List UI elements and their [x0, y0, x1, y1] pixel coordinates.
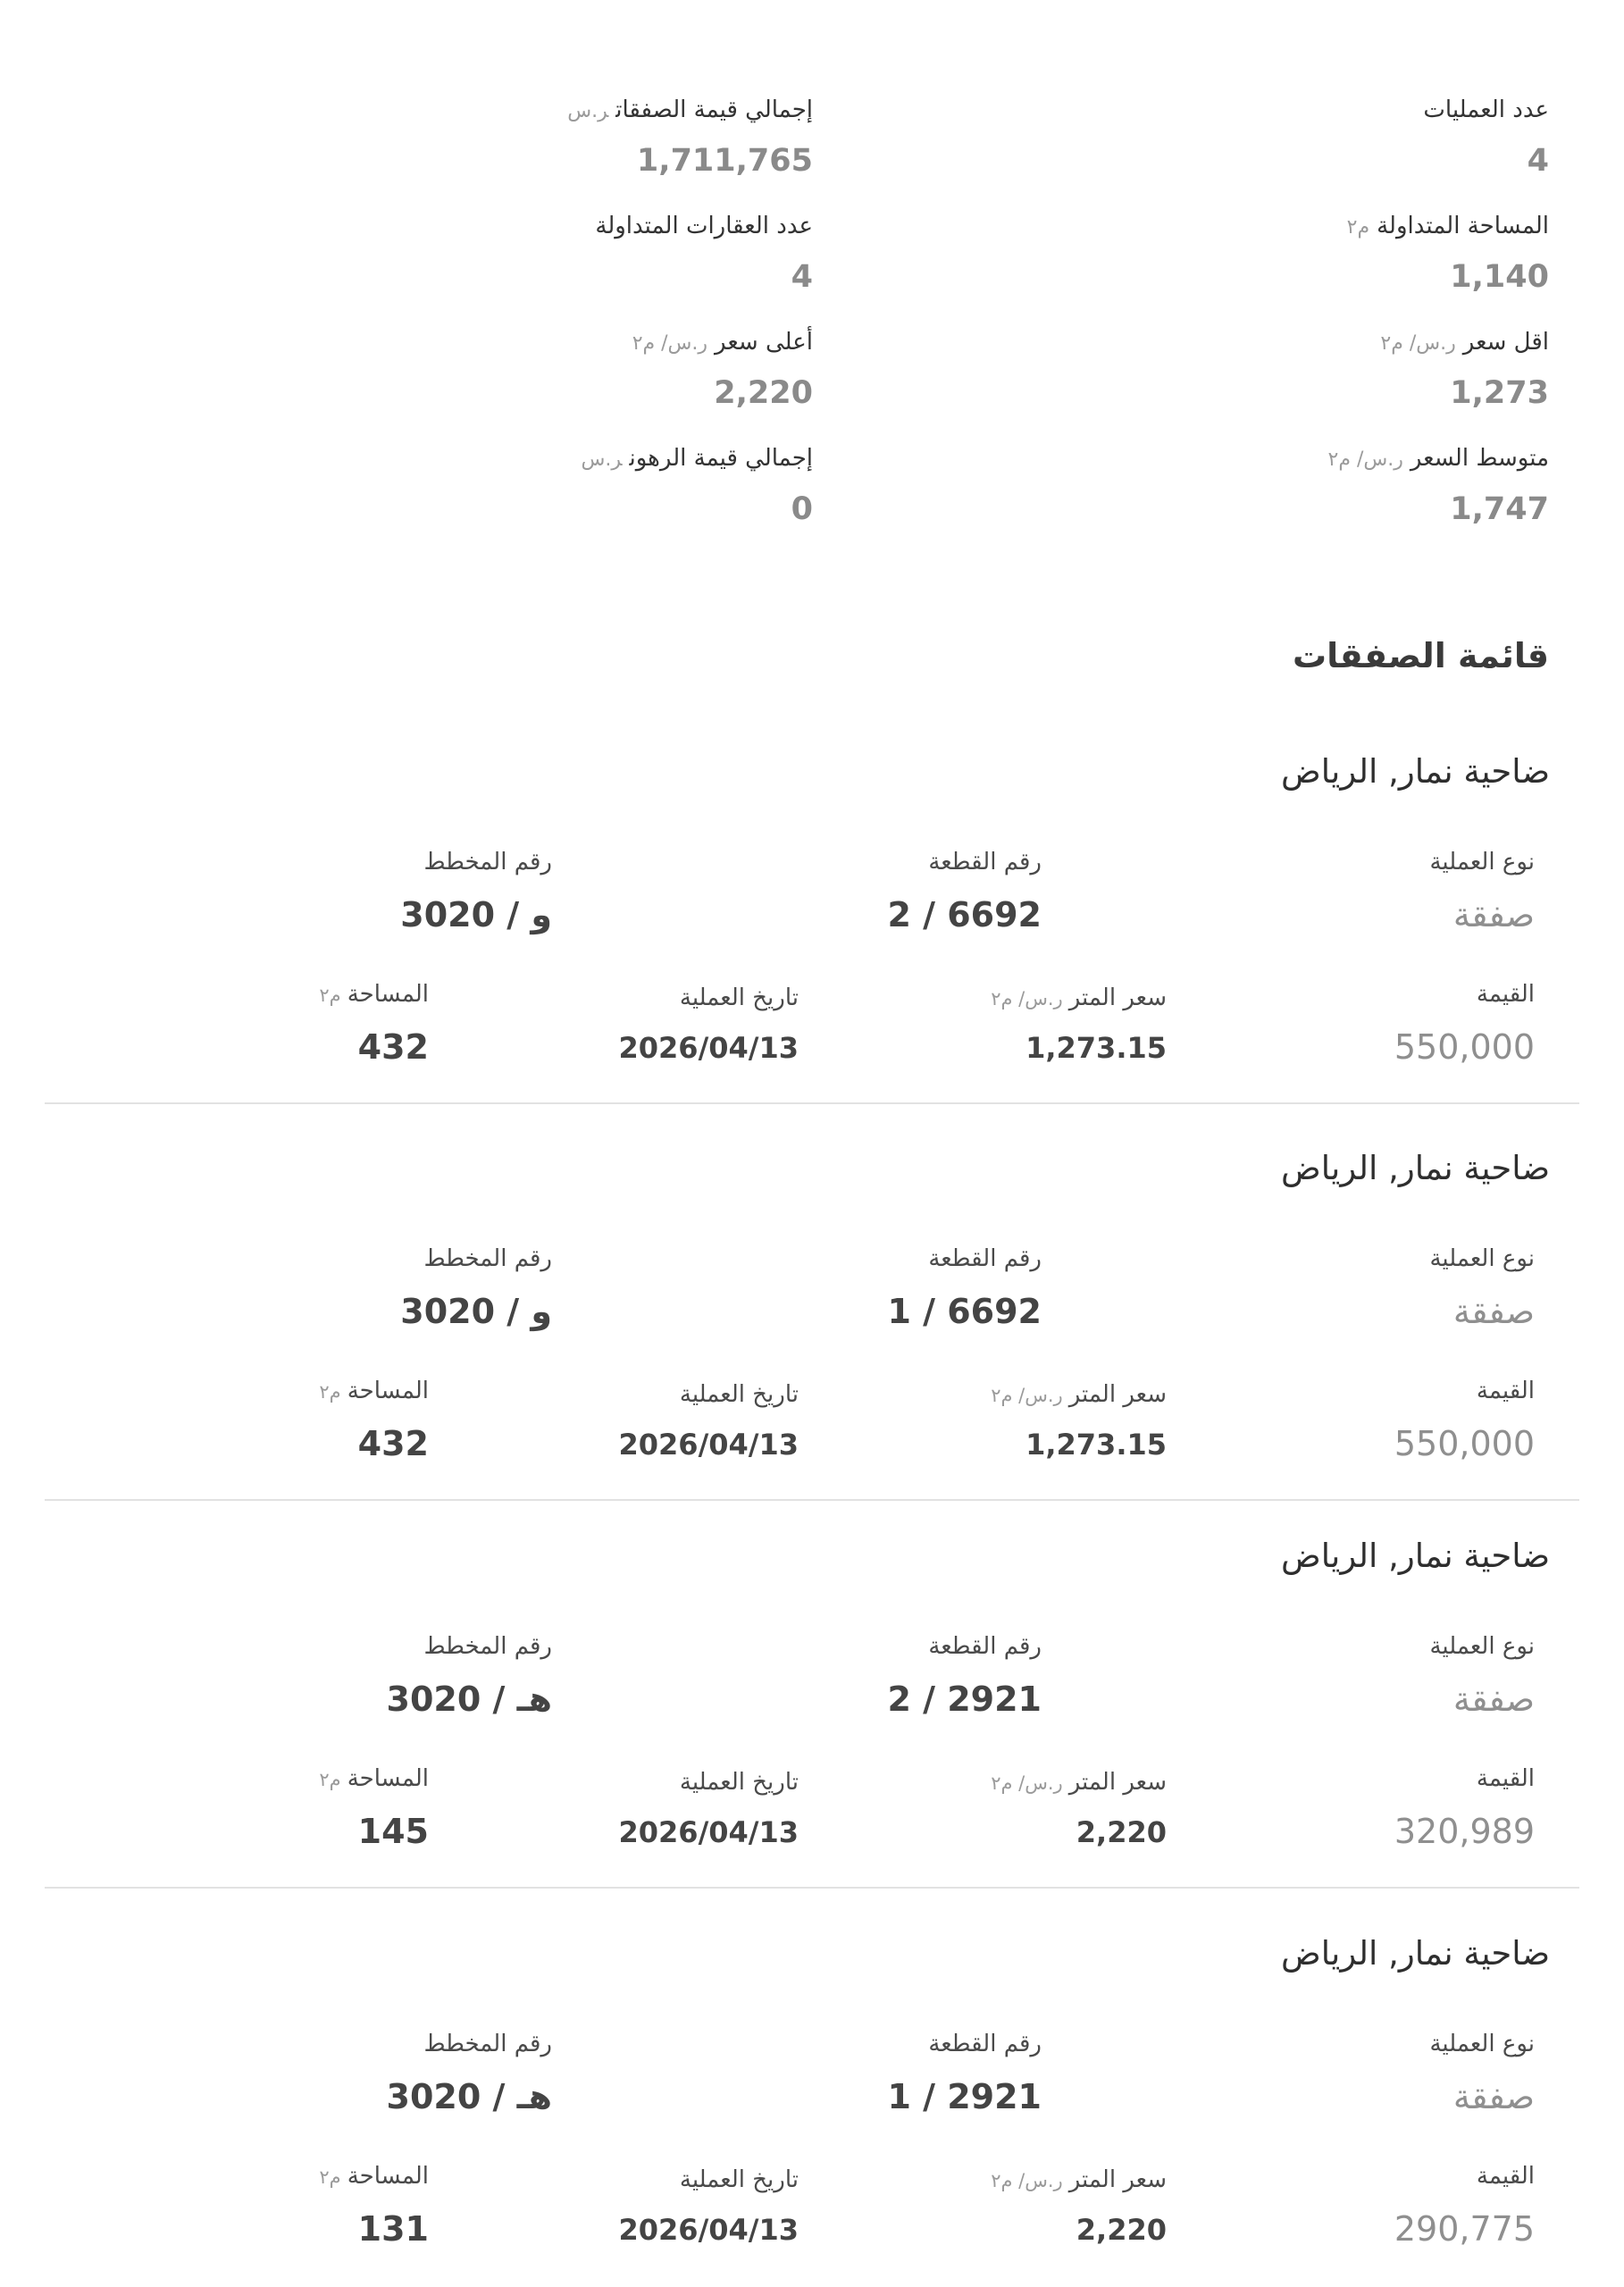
stat-highest-price-label [632, 329, 813, 356]
area-value: 432 [357, 1424, 429, 1463]
stat-operations-count-value: 4 [1527, 143, 1549, 179]
deal-value: 290,775 [1394, 2209, 1535, 2249]
plan-number-label: رقم المخطط [423, 849, 552, 875]
stat-traded-area-label [1347, 213, 1549, 239]
stat-label-text: المساحة المتداولة [1377, 213, 1549, 239]
operation-date-label: تاريخ العملية [679, 2166, 799, 2193]
value-label: القيمة [1476, 981, 1535, 1008]
stat-highest-price-value: 2,220 [714, 375, 813, 411]
deal-value: 320,989 [1394, 1812, 1535, 1851]
stat-label-text: اقل سعر [1462, 329, 1549, 356]
price-per-meter-label-text: سعر المتر [1068, 984, 1167, 1011]
price-per-meter-value: 1,273.15 [1025, 1031, 1167, 1065]
area-label [319, 981, 429, 1008]
stat-unit: ر.س [581, 448, 623, 471]
area-label [319, 1378, 429, 1404]
operation-type-value: صفقة [1452, 2077, 1535, 2116]
plot-number-label: رقم القطعة [928, 2031, 1042, 2057]
area-value: 145 [357, 1812, 429, 1851]
stat-total-deals-value-value: 1,711,765 [636, 143, 813, 179]
deal-divider [45, 1499, 1579, 1501]
stat-average-price-value: 1,747 [1450, 491, 1549, 527]
stat-label-text: عدد العقارات المتداولة [595, 213, 813, 239]
plot-number-label: رقم القطعة [928, 849, 1042, 875]
stat-label-text: عدد العمليات [1423, 96, 1549, 123]
area-label-text: المساحة [347, 981, 429, 1008]
plan-number-value: 3020 / و [400, 1292, 552, 1331]
operation-date-label: تاريخ العملية [679, 984, 799, 1011]
plot-number-label: رقم القطعة [928, 1245, 1042, 1272]
operation-date-value: 2026/04/13 [618, 1815, 799, 1849]
operation-date-value: 2026/04/13 [618, 2213, 799, 2247]
operation-date-value: 2026/04/13 [618, 1428, 799, 1462]
price-per-meter-label [991, 2166, 1167, 2193]
operation-type-value: صفقة [1452, 895, 1535, 934]
stat-traded-properties-label [595, 213, 813, 239]
operation-date-label: تاريخ العملية [679, 1769, 799, 1796]
operation-type-label: نوع العملية [1429, 849, 1535, 875]
operation-date-value: 2026/04/13 [618, 1031, 799, 1065]
operation-type-label: نوع العملية [1429, 1633, 1535, 1660]
stat-label-text: إجمالي قيمة الرهون [629, 445, 813, 472]
area-value: 131 [357, 2209, 429, 2249]
area-label-text: المساحة [347, 1378, 429, 1404]
area-value: 432 [357, 1027, 429, 1067]
operation-type-value: صفقة [1452, 1292, 1535, 1331]
plan-number-label: رقم المخطط [423, 2031, 552, 2057]
deals-list-title: قائمة الصفقات [1292, 636, 1549, 675]
plot-number-label: رقم القطعة [928, 1633, 1042, 1660]
area-unit: م٢ [319, 1381, 341, 1403]
deal-location: ضاحية نمار, الرياض [1281, 752, 1550, 791]
operation-type-label: نوع العملية [1429, 2031, 1535, 2057]
price-per-meter-unit: ر.س/ م٢ [991, 1385, 1063, 1406]
operation-type-value: صفقة [1452, 1680, 1535, 1719]
price-per-meter-value: 2,220 [1076, 2213, 1167, 2247]
area-unit: م٢ [319, 2166, 341, 2188]
plot-number-value: 2 / 2921 [887, 1680, 1042, 1719]
area-label [319, 2163, 429, 2190]
value-label: القيمة [1476, 2163, 1535, 2190]
plan-number-label: رقم المخطط [423, 1245, 552, 1272]
deal-location: ضاحية نمار, الرياض [1281, 1934, 1550, 1973]
plot-number-value: 2 / 6692 [887, 895, 1042, 934]
price-per-meter-label [991, 1769, 1167, 1796]
stat-total-mortgages-label [582, 445, 814, 472]
price-per-meter-unit: ر.س/ م٢ [991, 2170, 1063, 2191]
value-label: القيمة [1476, 1765, 1535, 1792]
deal-value: 550,000 [1394, 1027, 1535, 1067]
price-per-meter-label-text: سعر المتر [1068, 1769, 1167, 1796]
plan-number-value: 3020 / هـ [386, 1680, 552, 1719]
price-per-meter-label [991, 984, 1167, 1011]
price-per-meter-value: 1,273.15 [1025, 1428, 1167, 1462]
deal-location: ضاحية نمار, الرياض [1281, 1537, 1550, 1575]
stat-unit: ر.س/ م٢ [1380, 332, 1456, 355]
stat-operations-count-label [1423, 96, 1549, 123]
stat-total-deals-value-label [567, 96, 813, 123]
price-per-meter-unit: ر.س/ م٢ [991, 1772, 1063, 1794]
plot-number-value: 1 / 6692 [887, 1292, 1042, 1331]
stat-label-text: أعلى سعر [715, 329, 813, 356]
stat-label-text: إجمالي قيمة الصفقات [615, 96, 813, 123]
area-label-text: المساحة [347, 1765, 429, 1792]
stat-average-price-label [1328, 445, 1550, 472]
price-per-meter-label-text: سعر المتر [1068, 2166, 1167, 2193]
operation-type-label: نوع العملية [1429, 1245, 1535, 1272]
deal-divider [45, 1102, 1579, 1104]
price-per-meter-unit: ر.س/ م٢ [991, 988, 1063, 1009]
area-label [319, 1765, 429, 1792]
plan-number-value: 3020 / هـ [386, 2077, 552, 2116]
area-label-text: المساحة [347, 2163, 429, 2190]
plan-number-value: 3020 / و [400, 895, 552, 934]
deal-divider [45, 1887, 1579, 1889]
stat-traded-area-value: 1,140 [1450, 259, 1549, 295]
value-label: القيمة [1476, 1378, 1535, 1404]
area-unit: م٢ [319, 1769, 341, 1790]
plan-number-label: رقم المخطط [423, 1633, 552, 1660]
stat-total-mortgages-value: 0 [791, 491, 813, 527]
stat-unit: ر.س/ م٢ [1327, 448, 1403, 471]
area-unit: م٢ [319, 984, 341, 1006]
stat-traded-properties-value: 4 [791, 259, 813, 295]
price-per-meter-label-text: سعر المتر [1068, 1381, 1167, 1408]
stat-label-text: متوسط السعر [1410, 445, 1549, 472]
operation-date-label: تاريخ العملية [679, 1381, 799, 1408]
price-per-meter-label [991, 1381, 1167, 1408]
price-per-meter-value: 2,220 [1076, 1815, 1167, 1849]
deal-location: ضاحية نمار, الرياض [1281, 1149, 1550, 1187]
stat-lowest-price-label [1380, 329, 1549, 356]
stat-unit: م٢ [1346, 216, 1370, 239]
stat-unit: ر.س/ م٢ [632, 332, 708, 355]
deal-value: 550,000 [1394, 1424, 1535, 1463]
stat-unit: ر.س [567, 100, 609, 122]
plot-number-value: 1 / 2921 [887, 2077, 1042, 2116]
stat-lowest-price-value: 1,273 [1450, 375, 1549, 411]
